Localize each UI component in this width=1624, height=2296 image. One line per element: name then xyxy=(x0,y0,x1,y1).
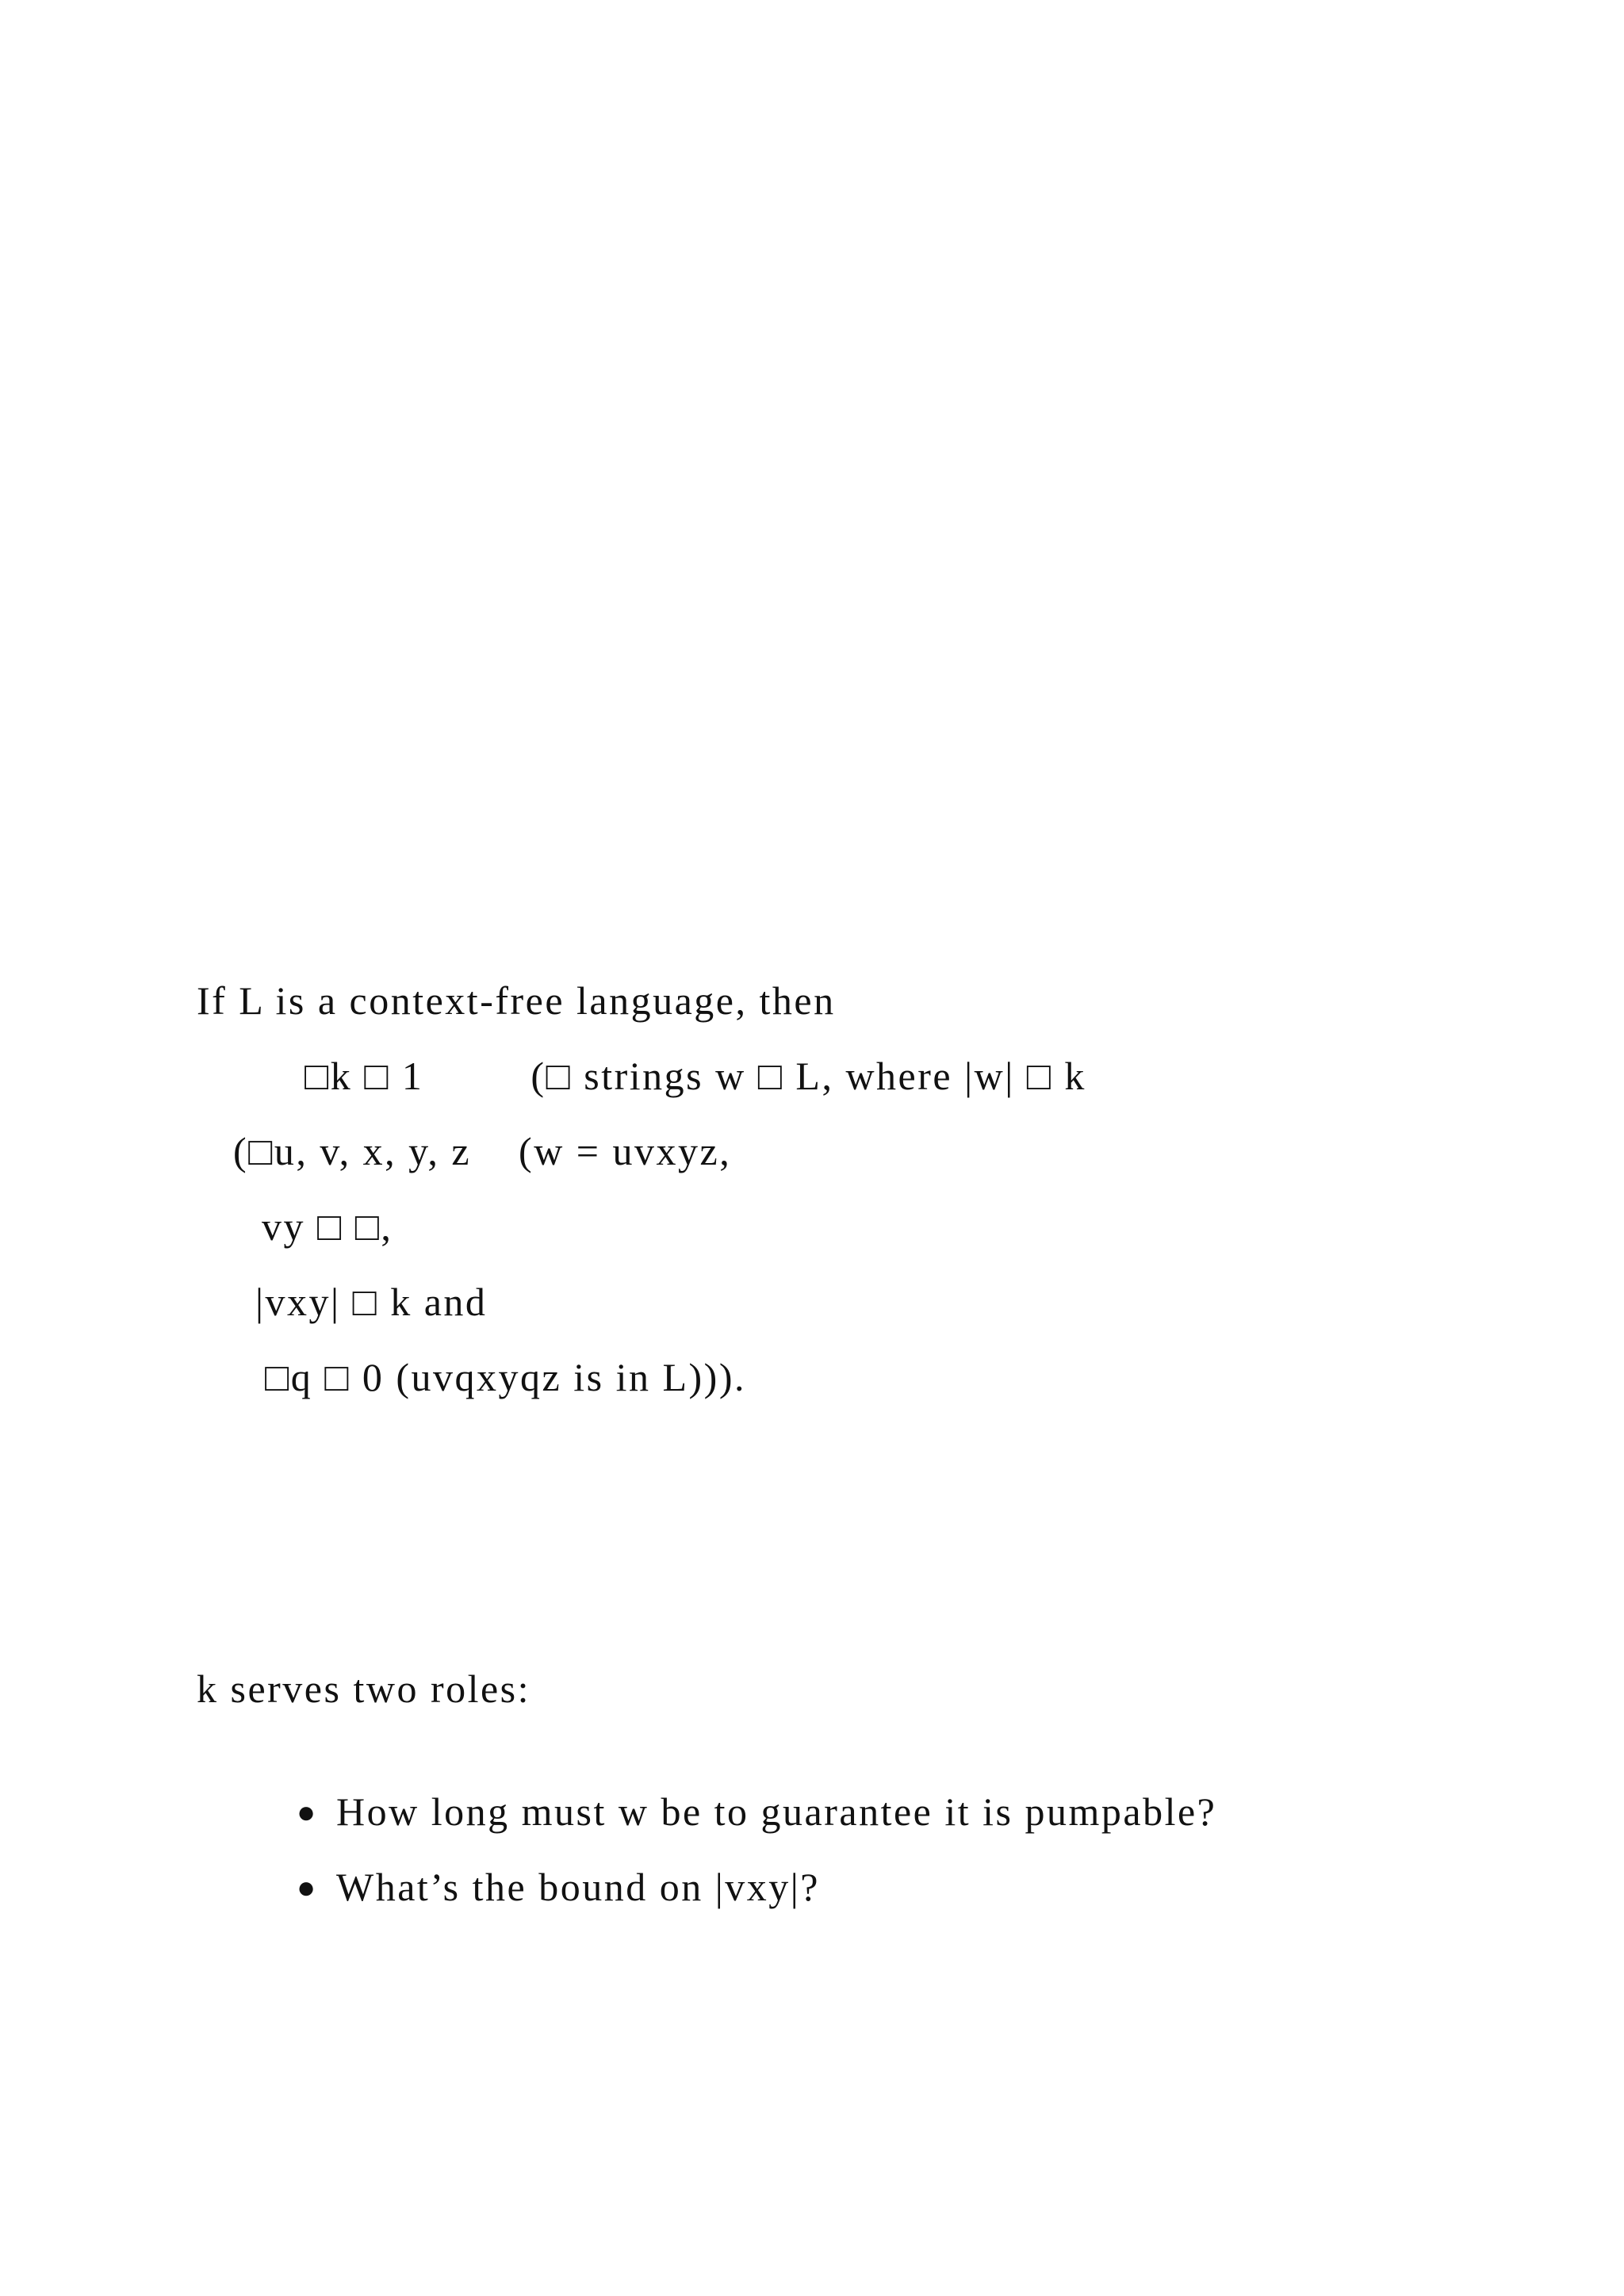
theorem-line-4: vy □ □, xyxy=(262,1204,393,1249)
bullet-icon: ● xyxy=(297,1869,318,1905)
list-item-text: How long must w be to guarantee it is pumpable? xyxy=(336,1789,1217,1834)
theorem-line-6: □q □ 0 (uvqxyqz is in L))). xyxy=(265,1355,746,1399)
bullet-icon: ● xyxy=(297,1794,318,1830)
theorem-line-1: If L is a context-free language, then xyxy=(197,978,836,1023)
list-item xyxy=(249,1816,820,1959)
theorem-line-2: □k □ 1 (□ strings w □ L, where |w| □ k xyxy=(304,1054,1086,1098)
roles-heading: k serves two roles: xyxy=(197,1667,531,1711)
list-item-text: What’s the bound on |vxy|? xyxy=(336,1865,820,1909)
theorem-line-5: |vxy| □ k and xyxy=(255,1280,488,1324)
theorem-line-3: (□u, v, x, y, z (w = uvxyz, xyxy=(233,1129,732,1173)
